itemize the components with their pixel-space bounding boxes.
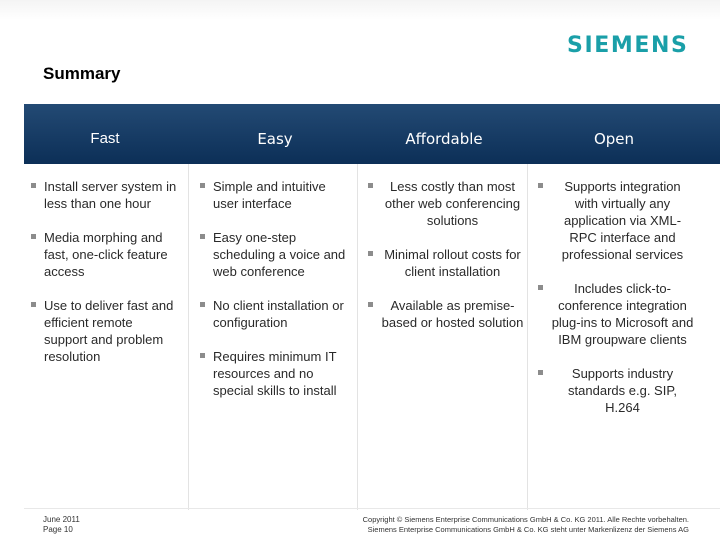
bullet-item: No client installation or configuration: [198, 297, 348, 331]
trademark-line: Siemens Enterprise Communications GmbH & Co. KG steht unter Markenlizenz der Siemens AG: [367, 525, 689, 534]
bullet-item: Supports industry standards e.g. SIP, H.264: [536, 365, 694, 416]
footer-page-number: Page 10: [43, 525, 73, 534]
bullet-item: Less costly than most other web conferencing solutions: [366, 178, 524, 229]
top-band: [0, 0, 720, 20]
bullet-item: Easy one-step scheduling a voice and web conference: [198, 229, 348, 280]
column-easy: [198, 178, 348, 416]
column-affordable: [366, 178, 524, 348]
bullet-item: Use to deliver fast and efficient remote support and problem resolution: [29, 297, 179, 365]
heading-fast: Fast: [90, 130, 120, 147]
footer-date-page: [43, 515, 80, 535]
column-open: [536, 178, 694, 433]
heading-affordable: Affordable: [405, 130, 483, 148]
bullet-item: Install server system in less than one hour: [29, 178, 179, 212]
column-divider: [527, 164, 528, 510]
bullet-item: Requires minimum IT resources and no special skills to install: [198, 348, 348, 399]
bullet-item: Available as premise-based or hosted solution: [366, 297, 524, 331]
column-fast: [29, 178, 179, 382]
page-title: Summary: [43, 64, 121, 83]
bullet-item: Minimal rollout costs for client installation: [366, 246, 524, 280]
heading-easy: Easy: [257, 130, 293, 148]
column-divider: [188, 164, 189, 510]
bullet-item: Media morphing and fast, one-click feature access: [29, 229, 179, 280]
footer-divider: [24, 508, 720, 509]
column-divider: [357, 164, 358, 510]
footer-copyright: [363, 515, 689, 535]
heading-open: Open: [593, 130, 635, 148]
bullet-item: Simple and intuitive user interface: [198, 178, 348, 212]
siemens-logo: SIEMENS: [567, 33, 689, 58]
copyright-line: Copyright © Siemens Enterprise Communications GmbH & Co. KG 2011. Alle Rechte vorbehalten.: [362, 515, 689, 524]
bullet-item: Supports integration with virtually any application via XML-RPC interface and professional services: [536, 178, 694, 263]
bullet-item: Includes click-to-conference integration plug-ins to Microsoft and IBM groupware clients: [536, 280, 694, 348]
footer-date: June 2011: [43, 515, 80, 524]
